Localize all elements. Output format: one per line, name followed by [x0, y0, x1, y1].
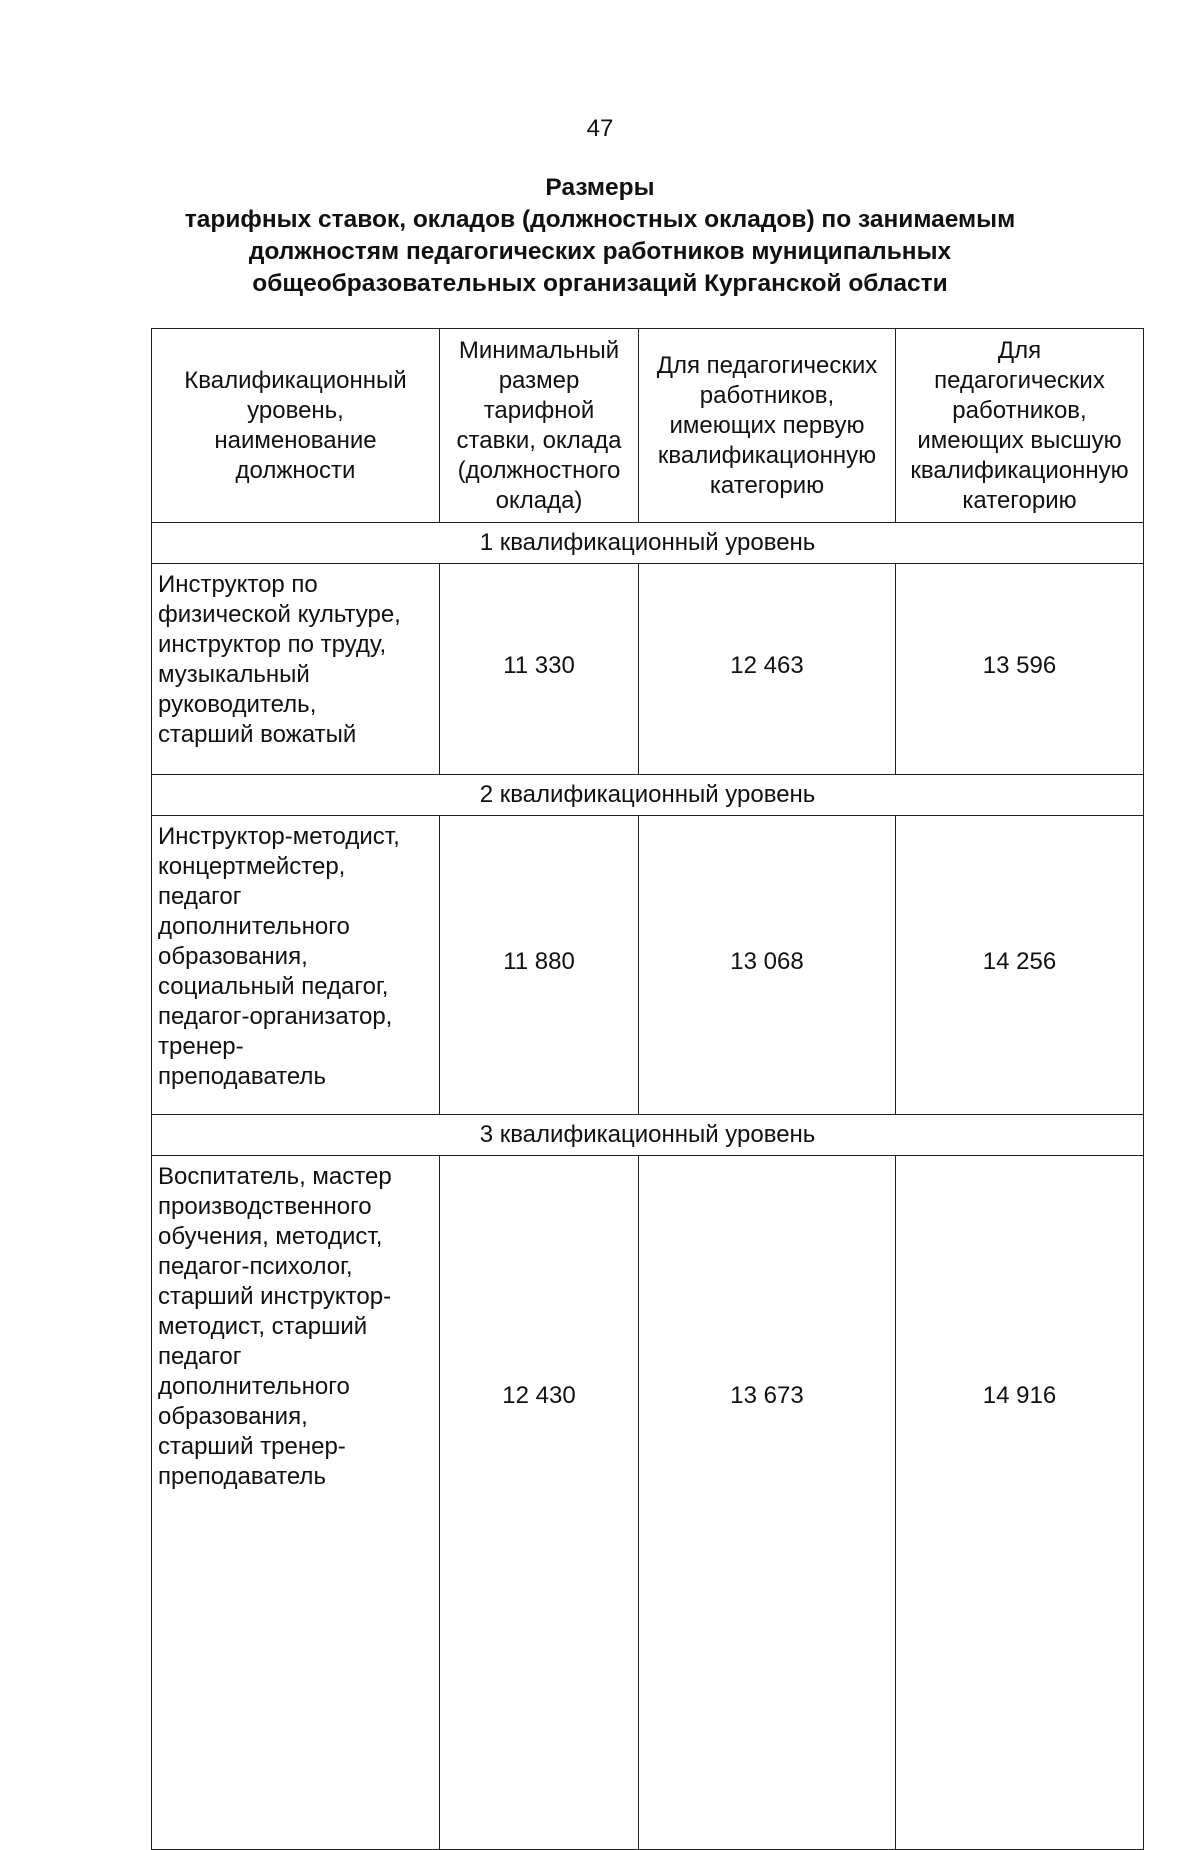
page-number: 47 — [586, 115, 614, 142]
header-position-label: Квалификационный уровень, наименование должности — [184, 366, 407, 484]
header-min-rate-label: Минимальный размер тарифной ставки, оклада (должностного оклада) — [456, 336, 622, 514]
title-line-3: должностям педагогических работников муниципальных — [248, 238, 952, 265]
positions-cell: Воспитатель, мастер производственного обучения, методист, педагог-психолог, старший инструктор- методист, старший педагог дополнительного образования, старший тренер- преподаватель — [152, 1156, 440, 1850]
title-line-1: Размеры — [545, 174, 655, 201]
level-row-2 — [152, 775, 1144, 816]
level-row-1 — [152, 523, 1144, 564]
header-first-category — [639, 329, 896, 523]
document-title — [140, 172, 1060, 300]
title-line-2: тарифных ставок, окладов (должностных окладов) по занимаемым — [184, 206, 1016, 233]
level-row-3 — [152, 1115, 1144, 1156]
header-highest-category — [896, 329, 1144, 523]
level-3-label: 3 квалификационный уровень — [152, 1115, 1144, 1156]
header-first-category-label: Для педагогических работников, имеющих первую квалификационную категорию — [656, 351, 878, 499]
table-header-row — [152, 329, 1144, 523]
min-rate-cell: 12 430 — [440, 1156, 639, 1850]
header-highest-category-label: Для педагогических работников, имеющих высшую квалификационную категорию — [910, 336, 1129, 514]
first-category-cell: 12 463 — [639, 564, 896, 775]
positions-cell: Инструктор по физической культуре, инструктор по труду, музыкальный руководитель, старший вожатый — [152, 564, 440, 775]
highest-category-cell: 14 256 — [896, 816, 1144, 1115]
first-category-cell: 13 068 — [639, 816, 896, 1115]
level-1-label: 1 квалификационный уровень — [152, 523, 1144, 564]
highest-category-cell: 13 596 — [896, 564, 1144, 775]
positions-cell: Инструктор-методист, концертмейстер, педагог дополнительного образования, социальный педагог, педагог-организатор, тренер- преподаватель — [152, 816, 440, 1115]
title-line-4: общеобразовательных организаций Курганской области — [252, 270, 948, 297]
header-min-rate — [440, 329, 639, 523]
table-row — [152, 1156, 1144, 1850]
table-row — [152, 564, 1144, 775]
header-position — [152, 329, 440, 523]
min-rate-cell: 11 880 — [440, 816, 639, 1115]
min-rate-cell: 11 330 — [440, 564, 639, 775]
salary-table — [151, 328, 1144, 1850]
table-row — [152, 816, 1144, 1115]
first-category-cell: 13 673 — [639, 1156, 896, 1850]
level-2-label: 2 квалификационный уровень — [152, 775, 1144, 816]
highest-category-cell: 14 916 — [896, 1156, 1144, 1850]
